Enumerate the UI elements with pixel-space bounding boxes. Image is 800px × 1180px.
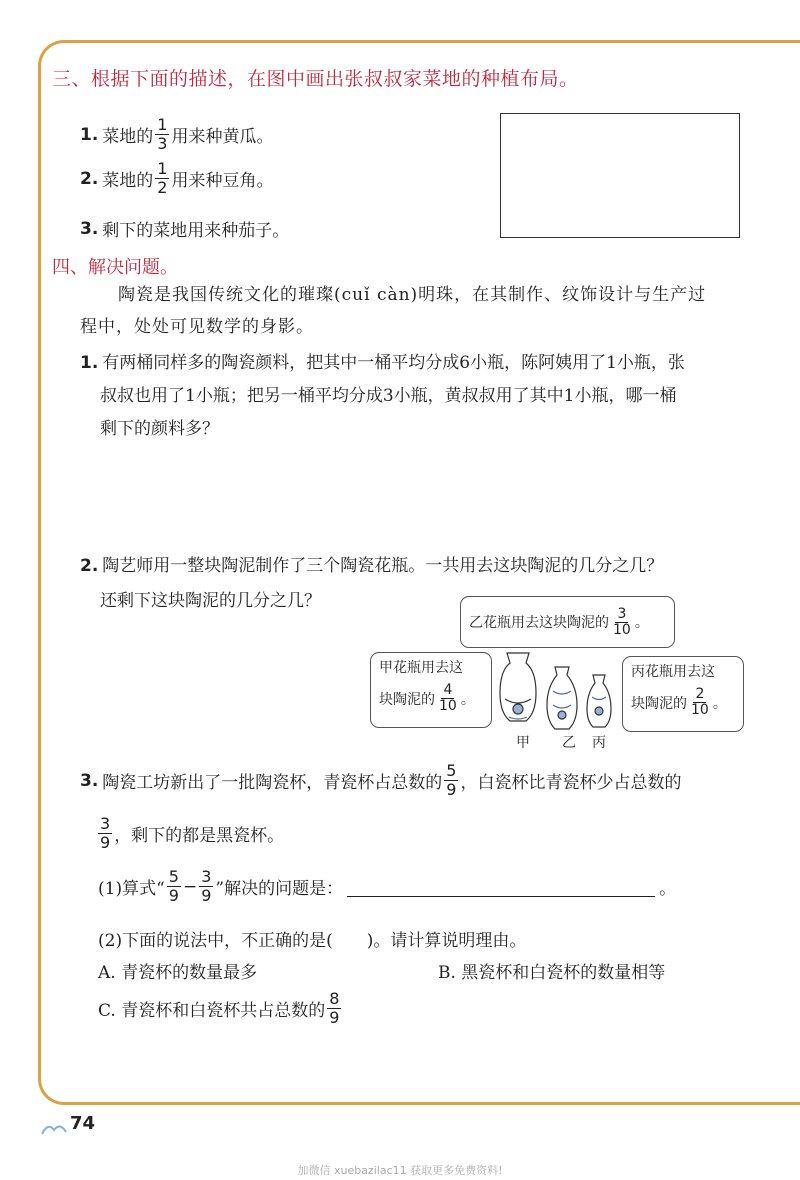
section3-item-3: 3. 剩下的菜地用来种茄子。 <box>80 218 290 241</box>
intro-line-2: 程中，处处可见数学的身影。 <box>80 317 314 337</box>
section3-item-2: 2. 菜地的 $\frac{1}{2}$ 用来种豆角。 <box>80 159 274 197</box>
fraction: $\frac{1}{3}$ <box>157 115 168 153</box>
section4-title: 四、解决问题。 <box>52 257 178 278</box>
q1-line-1: 1. 有两桶同样多的陶瓷颜料，把其中一桶平均分成6小瓶，陈阿姨用了1小瓶，张 <box>80 353 685 373</box>
wave-decoration-icon <box>40 1120 68 1136</box>
q3-option-c: C. 青瓷杯和白瓷杯共占总数的 $\frac{8}{9}$ <box>98 989 340 1027</box>
fraction: $\frac{2}{10}$ <box>691 686 709 718</box>
drawing-box[interactable] <box>500 113 740 238</box>
page-number: 74 <box>70 1113 96 1134</box>
q2-line-2: 还剩下这块陶泥的几分之几？ <box>100 591 321 611</box>
q3-sub1: (1)算式“ $\frac{5}{9}$ − $\frac{3}{9}$ ”解决的问题是： 。 <box>98 867 677 905</box>
fraction: $\frac{5}{9}$ <box>168 867 179 905</box>
vase-yi-icon <box>547 667 577 729</box>
bubble-yi: 乙花瓶用去这块陶泥的 $\frac{3}{10}$ 。 <box>460 596 675 648</box>
q3-line-2: $\frac{3}{9}$ ，剩下的都是黑瓷杯。 <box>100 814 285 852</box>
fraction: $\frac{1}{2}$ <box>157 159 168 197</box>
q3-option-a: A. 青瓷杯的数量最多 <box>98 963 258 983</box>
q1-line-2: 叔叔也用了1小瓶；把另一桶平均分成3小瓶，黄叔叔用了其中1小瓶，哪一桶 <box>100 386 677 406</box>
section3-title: 三、根据下面的描述，在图中画出张叔叔家菜地的种植布局。 <box>52 68 579 90</box>
q2-line-1: 2. 陶艺师用一整块陶泥制作了三个陶瓷花瓶。一共用去这块陶泥的几分之几？ <box>80 556 664 576</box>
section3-item-1: 1. 菜地的 $\frac{1}{3}$ 用来种黄瓜。 <box>80 115 274 153</box>
fraction: $\frac{8}{9}$ <box>329 989 340 1027</box>
vase-jia-icon <box>500 653 536 721</box>
footer-watermark: 加微信 xuebazilac11 获取更多免费资料! <box>297 1164 503 1177</box>
q1-line-3: 剩下的颜料多？ <box>100 419 219 439</box>
bubble-jia: 甲花瓶用去这 块陶泥的 $\frac{4}{10}$ 。 <box>370 652 492 728</box>
fraction: $\frac{5}{9}$ <box>446 761 457 799</box>
fraction: $\frac{3}{9}$ <box>100 814 111 852</box>
fraction: $\frac{3}{9}$ <box>201 867 212 905</box>
q3-line-1: 3. 陶瓷工坊新出了一批陶瓷杯，青瓷杯占总数的 $\frac{5}{9}$ ，白瓷杯比青瓷杯少占总数的 <box>80 761 682 799</box>
answer-line[interactable] <box>347 876 655 897</box>
fraction: $\frac{3}{10}$ <box>613 605 631 638</box>
vase-bing-icon <box>587 675 611 727</box>
q3-option-b: B. 黑瓷杯和白瓷杯的数量相等 <box>438 963 666 983</box>
q3-sub2: (2)下面的说法中，不正确的是( )。请计算说明理由。 <box>98 931 527 951</box>
vases-illustration <box>495 645 625 735</box>
bubble-bing: 丙花瓶用去这 块陶泥的 $\frac{2}{10}$ 。 <box>622 656 744 732</box>
fraction: $\frac{4}{10}$ <box>439 682 457 714</box>
intro-line-1: 陶瓷是我国传统文化的璀璨(cuǐ càn)明珠，在其制作、纹饰设计与生产过 <box>118 285 707 305</box>
